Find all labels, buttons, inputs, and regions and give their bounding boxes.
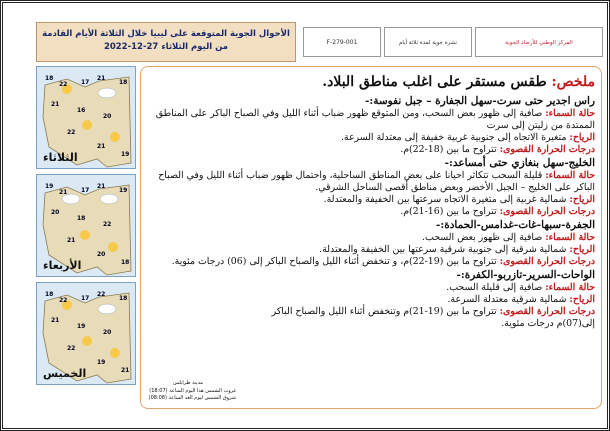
map-temp: 21: [121, 367, 130, 374]
region-wind: [145, 294, 595, 306]
map-temp: 20: [103, 113, 112, 120]
temp-label: درجات الحرارة القصوى:: [499, 256, 595, 267]
day-label-thursday: الخميس: [43, 367, 87, 380]
document-subtitle: نشرة جوية لمدة ثلاثة أيام: [384, 27, 472, 57]
map-temp: 21: [51, 317, 60, 324]
map-temp: 22: [59, 297, 68, 304]
forecast-text-box: [140, 66, 602, 409]
region-temp: [145, 206, 595, 218]
map-temp: 22: [59, 81, 68, 88]
region-temp: [145, 144, 595, 156]
map-temp: 21: [97, 75, 106, 82]
summary-label: ملخص:: [551, 74, 595, 90]
map-temp: 19: [121, 151, 130, 158]
sky-text: صافية إلى ظهور بعض السحب، ومن المتوقع ظهور ضباب أثناء الليل وفي الصباح الباكر على المناطق الممتدة من زليتن إلى سرت: [155, 108, 595, 131]
cloud-icon: [98, 304, 116, 314]
region-temp: [145, 256, 595, 268]
temp-label: درجات الحرارة القصوى:: [499, 206, 595, 217]
sun-icon: [80, 230, 90, 240]
region-sky: [145, 232, 595, 244]
summary-text: طقس مستقر على اغلب مناطق البلاد.: [322, 74, 547, 90]
sun-icon: [110, 132, 120, 142]
map-temp: 21: [51, 101, 60, 108]
sun-times: [140, 380, 236, 403]
wind-text: شمالية شرقية إلى جنوبية شرقية سرعتها بين الخفيفة والمعتدلة.: [319, 244, 567, 255]
map-temp: 18: [119, 79, 128, 86]
wind-text: شمالية غربية إلى متغيرة الاتجاه سرعتها بين الخفيفة والمعتدلة.: [323, 194, 567, 205]
map-temp: 19: [45, 183, 54, 190]
sun-city: مدينة طرابلس: [172, 380, 204, 386]
wind-label: الرياح:: [569, 244, 595, 255]
temp-label: درجات الحرارة القصوى:: [499, 306, 595, 317]
sun-icon: [108, 242, 118, 252]
region-wind: [145, 194, 595, 206]
cloud-icon: [98, 88, 116, 98]
map-temp: 21: [97, 183, 106, 190]
day-label-wednesday: الأربعاء: [43, 259, 82, 272]
region-sky: [145, 282, 595, 294]
bulletin-title-line1: الأحوال الجوية المتوقعة على ليبيا خلال الثلاثة الأيام القادمة: [42, 29, 290, 39]
map-temp: 16: [77, 107, 86, 114]
sky-text: صافية إلى ظهور بعض السحب.: [422, 232, 543, 243]
forecast-map-day3: [36, 282, 136, 385]
sky-label: حالة السماء:: [545, 232, 595, 243]
map-temp: 18: [45, 75, 54, 82]
region-temp: [145, 306, 595, 330]
map-temp: 19: [97, 359, 106, 366]
day-label-tuesday: الثلاثاء: [43, 151, 78, 164]
region-title: الجفرة-سبها-غات-غدامس-الحمادة:-: [435, 219, 595, 231]
sunset-time: غروب الشمس هذا اليوم الساعة (18:07): [149, 387, 236, 394]
map-temp: 18: [45, 291, 54, 298]
map-temp: 21: [67, 237, 76, 244]
sky-text: صافية إلى قليلة السحب.: [446, 282, 543, 293]
sun-icon: [110, 348, 120, 358]
map-temp: 21: [59, 189, 68, 196]
region-wind: [145, 244, 595, 256]
sunrise-time: شروق الشمس ليوم الغد الساعة (08:08): [148, 395, 236, 401]
region-title: الواحات-السرير-تازربو-الكفرة:-: [456, 269, 595, 281]
map-temp: 22: [103, 221, 112, 228]
forecast-map-day1: [36, 66, 136, 169]
map-temp: 17: [81, 295, 90, 302]
forecast-map-day2: [36, 174, 136, 277]
sky-label: حالة السماء:: [545, 108, 595, 119]
map-temp: 20: [51, 209, 60, 216]
map-temp: 22: [67, 129, 76, 136]
bulletin-title-line2: من اليوم الثلاثاء 27-12-2022: [103, 42, 229, 52]
sun-icon: [82, 336, 92, 346]
region-title: راس اجدير حتى سرت-سهل الجفارة – جبل نفوسة:-: [364, 95, 595, 107]
sky-label: حالة السماء:: [545, 170, 595, 181]
map-temp: 17: [81, 79, 90, 86]
wind-label: الرياح:: [569, 194, 595, 205]
wind-text: متغيرة الاتجاه إلى جنوبية غربية خفيفة إلى معتدلة السرعة.: [340, 132, 567, 143]
wind-text: شمالية شرقية معتدلة السرعة.: [447, 294, 567, 305]
map-temp: 21: [97, 143, 106, 150]
map-temp: 19: [77, 323, 86, 330]
temp-text: تتراوح ما بين (16-21)م.: [400, 206, 497, 217]
map-temp: 18: [121, 259, 130, 266]
map-temp: 18: [119, 295, 128, 302]
map-temp: 22: [67, 345, 76, 352]
cloud-icon: [100, 194, 118, 204]
temp-text: تتراوح ما بين (18-22)م.: [400, 144, 497, 155]
map-temp: 17: [81, 187, 90, 194]
region-title: الخليج-سهل بنغازي حتى أمساعد:-: [444, 157, 595, 169]
wind-label: الرياح:: [569, 294, 595, 305]
region-sky: [145, 108, 595, 132]
summary-line: [145, 73, 595, 91]
map-temp: 18: [77, 215, 86, 222]
map-temp: 20: [97, 251, 106, 258]
sky-label: حالة السماء:: [545, 282, 595, 293]
map-temp: 22: [97, 291, 106, 298]
temp-label: درجات الحرارة القصوى:: [499, 144, 595, 155]
region-wind: [145, 132, 595, 144]
map-temp: 20: [103, 329, 112, 336]
temp-text: تتراوح ما بين (19-21)م وتنخفض أثناء الليل والصباح الباكر إلى(07)م درجات مئوية.: [271, 306, 595, 329]
wind-label: الرياح:: [569, 132, 595, 143]
bulletin-title: [36, 22, 296, 62]
sky-text: قليلة السحب تتكاثر احيانا على بعض المناطق الساحلية، واحتمال ظهور ضباب أثناء الليل وفي الصباح الباكر على الخليج – الجبل الأخضر وبعض مناطق أقصى الساحل الشرقي.: [158, 170, 595, 193]
temp-text: تتراوح ما بين (19-22)م، و تنخفض أثناء الليل والصباح الباكر إلى (06) درجات مئوية.: [171, 256, 497, 267]
document-code: F-279-001: [303, 27, 381, 57]
organization-name: المركز الوطني للأرصاد الجوية: [475, 27, 603, 57]
region-sky: [145, 170, 595, 194]
map-temp: 19: [119, 187, 128, 194]
sun-icon: [82, 120, 92, 130]
